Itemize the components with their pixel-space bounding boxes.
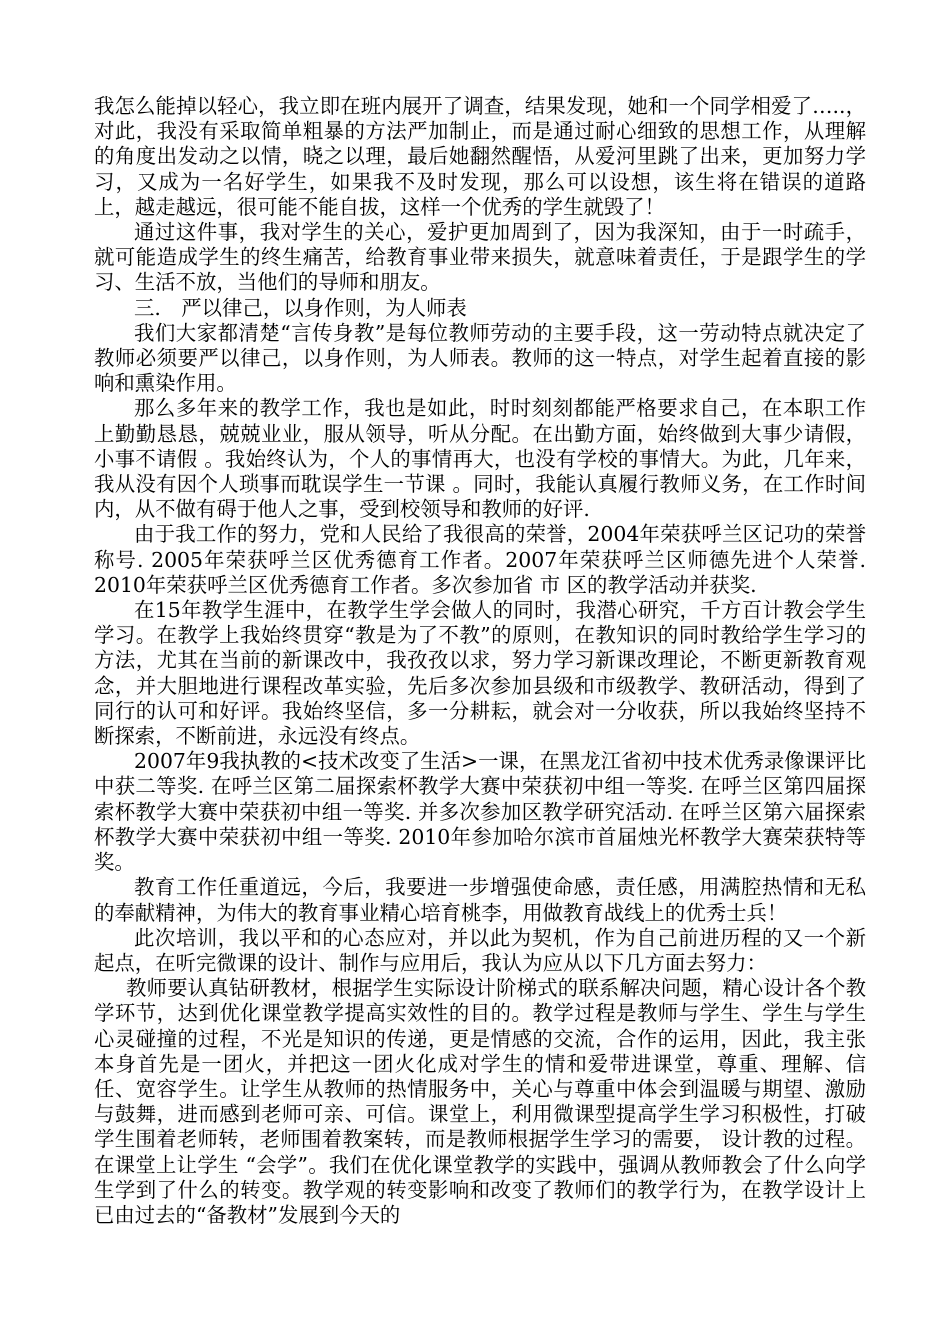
paragraph-honors: 由于我工作的努力，党和人民给了我很高的荣誉，2004年荣获呼兰区记功的荣誉称号. 2005年荣获呼兰区优秀德育工作者。2007年荣获呼兰区师德先进个人荣誉. 2010年荣获呼兰区优秀德育工作者。多次参加省 市 区的教学活动并获奖. — [94, 522, 866, 597]
paragraph-awards: 2007年9我执教的<技术改变了生活>一课，在黑龙江省初中技术优秀录像课评比中获二等奖. 在呼兰区第二届探索杯教学大赛中荣获初中组一等奖. 在呼兰区第四届探索杯教学大赛中荣获初中组一等奖. 并多次参加区教学研究活动. 在呼兰区第六届探索杯教学大赛中荣获初中组一等奖. 2010年参加哈尔滨市首届烛光杯教学大赛荣获特等奖。 — [94, 749, 866, 875]
paragraph-investigation: 我怎么能掉以轻心，我立即在班内展开了调查，结果发现，她和一个同学相爱了…..，对此，我没有采取简单粗暴的方法严加制止，而是通过耐心细致的思想工作，从理解的角度出发动之以情，晓之以理，最后她翻然醒悟，从爱河里跳了出来，更加努力学习，又成为一名好学生，如果我不及时发现，那么可以设想，该生将在错误的道路上，越走越远，很可能不能自拔，这样一个优秀的学生就毁了！ — [94, 94, 866, 219]
document-page — [94, 94, 866, 1228]
paragraph-future-work: 教育工作任重道远，今后，我要进一步增强使命感，责任感，用满腔热情和无私的奉献精神，为伟大的教育事业精心培育桃李，用做教育战线上的优秀士兵！ — [94, 875, 866, 925]
paragraph-teaching-career: 在15年教学生涯中，在教学生学会做人的同时，我潜心研究，千方百计教会学生学习。在教学上我始终贯穿“教是为了不教”的原则，在教知识的同时教给学生学习的方法，尤其在当前的新课改中，我孜孜以求，努力学习新课改理论，不断更新教育观念，并大胆地进行课程改革实验，先后多次参加县级和市级教学、教研活动，得到了同行的认可和好评。我始终坚信，多一分耕耘，就会对一分收获，所以我始终坚持不断探索，不断前进，永远没有终点。 — [94, 598, 866, 749]
paragraph-curriculum-study: 教师要认真钻研教材，根据学生实际设计阶梯式的联系解决问题，精心设计各个教学环节，达到优化课堂教学提高实效性的目的。教学过程是教师与学生、学生与学生心灵碰撞的过程，不光是知识的传递，更是情感的交流，合作的运用，因此，我主张本身首先是一团火，并把这一团火化成对学生的情和爱带进课堂，尊重、理解、信任、宽容学生。让学生从教师的热情服务中，关心与尊重中体会到温暖与期望、激励与鼓舞，进而感到老师可亲、可信。课堂上，利用微课型提高学生学习积极性，打破学生围着老师转，老师围着教案转，而是教师根据学生学习的需要， 设计教的过程。在课堂上让学生 “会学”。我们在优化课堂教学的实践中，强调从教师教会了什么向学 生学到了什么的转变。教学观的转变影响和改变了教师们的教学行为，在教学设计上已由过去的“备教材”发展到今天的 — [94, 976, 866, 1227]
paragraph-attendance: 那么多年来的教学工作，我也是如此，时时刻刻都能严格要求自己，在本职工作上勤勤恳恳，兢兢业业，服从领导，听从分配。在出勤方面，始终做到大事少请假，小事不请假 。我始终认为，个人的事情再大，也没有学校的事情大。为此，几年来，我从没有因个人琐事而耽误学生一节课 。同时，我能认真履行教师义务，在工作时间内，从不做有碍于他人之事，受到校领导和教师的好评. — [94, 396, 866, 522]
section-heading-self-discipline: 三. 严以律己，以身作则，为人师表 — [134, 295, 467, 320]
paragraph-teaching-by-example: 我们大家都清楚“言传身教”是每位教师劳动的主要手段，这一劳动特点就决定了教师必须要严以律己，以身作则，为人师表。教师的这一特点，对学生起着直接的影响和熏染作用。 — [94, 320, 866, 396]
paragraph-training: 此次培训，我以平和的心态应对，并以此为契机，作为自己前进历程的又一个新起点，在听完微课的设计、制作与应用后，我认为应从以下几方面去努力： — [94, 925, 866, 975]
paragraph-care: 通过这件事，我对学生的关心，爱护更加周到了，因为我深知，由于一时疏手，就可能造成学生的终生痛苦，给教育事业带来损失，就意味着责任，于是跟学生的学习、生活不放，当他们的导师和朋友。 — [94, 220, 866, 295]
